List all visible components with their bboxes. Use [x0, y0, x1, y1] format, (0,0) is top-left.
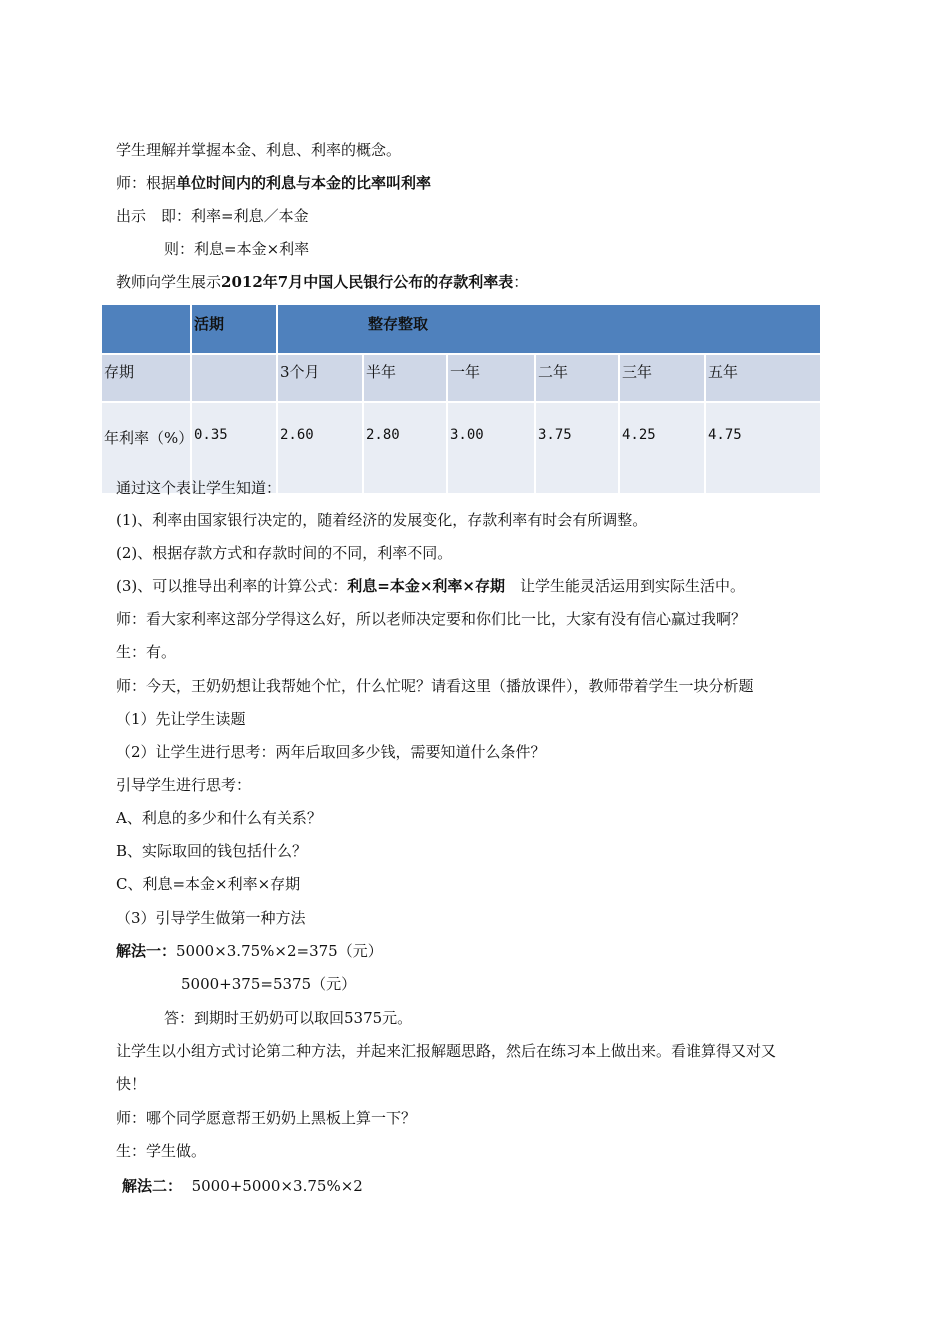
table-cell: 0.35 [191, 402, 277, 494]
text-span: 教师向学生展示 [116, 273, 222, 291]
paragraph [116, 173, 431, 193]
paragraph: (2)、根据存款方式和存款时间的不同，利率不同。 [116, 544, 453, 562]
table-cell: 3个月 [277, 354, 363, 402]
paragraph [116, 576, 745, 596]
text-span: 让学生能灵活运用到实际生活中。 [504, 577, 745, 595]
table-cell: 整存整取 [277, 304, 821, 354]
table-cell [101, 304, 191, 354]
paragraph: (1)、利率由国家银行决定的，随着经济的发展变化，存款利率有时会有所调整。 [116, 511, 648, 529]
paragraph: 生：学生做。 [116, 1142, 207, 1160]
table-row [101, 354, 821, 402]
text-span: 师：根据 [116, 174, 177, 192]
table-cell: 4.75 [705, 402, 821, 494]
text-span: ： [513, 273, 529, 291]
formula: 5000+5000×3.75%×2 [191, 1177, 363, 1195]
paragraph: 答：到期时王奶奶可以取回5375元。 [164, 1009, 413, 1027]
paragraph: 则：利息=本金×利率 [164, 240, 310, 258]
bold-text: 单位时间内的利息与本金的比率叫利率 [176, 174, 432, 192]
paragraph: C、利息=本金×利率×存期 [116, 875, 301, 893]
paragraph: 通过这个表让学生知道： [116, 479, 282, 497]
table-cell: 年利率（%） [101, 402, 191, 494]
bold-text: 解法一： [116, 942, 177, 960]
paragraph: 快！ [116, 1075, 147, 1093]
table-cell: 3.00 [447, 402, 535, 494]
table-cell: 半年 [363, 354, 447, 402]
paragraph [122, 1176, 363, 1196]
paragraph: 出示 即：利率=利息／本金 [116, 207, 309, 225]
paragraph: 师：今天，王奶奶想让我帮她个忙，什么忙呢？请看这里（播放课件），教师带着学生一块分析题 [116, 677, 754, 695]
paragraph: （2）让学生进行思考：两年后取回多少钱，需要知道什么条件？ [116, 743, 546, 761]
paragraph: A、利息的多少和什么有关系？ [116, 809, 322, 827]
table-cell [191, 354, 277, 402]
table-cell: 2.60 [277, 402, 363, 494]
bold-text: 解法二： [122, 1177, 183, 1195]
paragraph [116, 272, 528, 292]
paragraph: 引导学生进行思考： [116, 776, 252, 794]
paragraph: （3）引导学生做第一种方法 [116, 909, 306, 927]
paragraph: （1）先让学生读题 [116, 710, 246, 728]
paragraph: B、实际取回的钱包括什么？ [116, 842, 308, 860]
table-cell: 五年 [705, 354, 821, 402]
formula: 5000+375=5375（元） [181, 975, 357, 993]
table-cell: 三年 [619, 354, 705, 402]
paragraph: 生：有。 [116, 643, 177, 661]
text-span: (3)、可以推导出利率的计算公式： [116, 577, 348, 595]
paragraph [116, 941, 383, 961]
paragraph: 让学生以小组方式讨论第二种方法，并起来汇报解题思路，然后在练习本上做出来。看谁算得又对又 [116, 1042, 777, 1060]
paragraph: 师：看大家利率这部分学得这么好，所以老师决定要和你们比一比，大家有没有信心赢过我啊？ [116, 610, 747, 628]
paragraph: 学生理解并掌握本金、利息、利率的概念。 [116, 141, 402, 159]
bold-text: 利息=本金×利率×存期 [347, 577, 505, 595]
paragraph: 师：哪个同学愿意帮王奶奶上黑板上算一下？ [116, 1109, 417, 1127]
table-cell: 2.80 [363, 402, 447, 494]
table-header-row [101, 304, 821, 354]
table-cell: 活期 [191, 304, 277, 354]
formula: 5000×3.75%×2=375（元） [176, 942, 383, 960]
deposit-rate-table [100, 303, 822, 495]
bold-text: 2012年7月中国人民银行公布的存款利率表 [221, 273, 514, 291]
table-cell: 二年 [535, 354, 619, 402]
table-cell: 4.25 [619, 402, 705, 494]
table-cell: 一年 [447, 354, 535, 402]
table-cell: 3.75 [535, 402, 619, 494]
table-cell: 存期 [101, 354, 191, 402]
